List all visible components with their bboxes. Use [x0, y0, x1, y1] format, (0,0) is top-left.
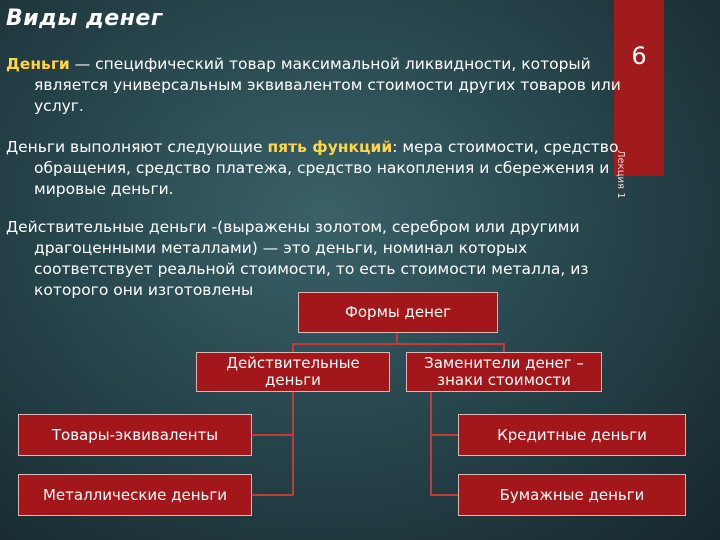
paper-money-box: Бумажные деньги [458, 474, 686, 516]
functions-line-1-start: Деньги выполняют следующие [6, 138, 268, 156]
slide-title: Виды денег [6, 6, 163, 31]
right-trunk [430, 392, 432, 495]
commodity-equivalents-box: Товары-эквиваленты [18, 414, 252, 456]
five-functions-highlight: пять функций [267, 138, 393, 156]
definition-line-2: является универсальным эквивалентом стоимости других товаров или [34, 76, 621, 94]
money-definition-paragraph [6, 54, 686, 117]
functions-line-1-rest: : мера стоимости, средство [392, 138, 619, 156]
real-money-line-4: которого они изготовлены [34, 281, 254, 299]
metal-money-box: Металлические деньги [18, 474, 252, 516]
branch-connector-horizontal [292, 343, 504, 345]
real-money-branch-box: Действительные деньги [196, 352, 390, 392]
money-functions-paragraph [6, 137, 686, 200]
real-money-paragraph [6, 217, 686, 301]
real-money-line-2: драгоценными металлами) — это деньги, номинал которых [34, 239, 528, 257]
credit-money-box: Кредитные деньги [458, 414, 686, 456]
definition-line-1: — специфический товар максимальной ликвидности, который [69, 55, 591, 73]
left-trunk [292, 392, 294, 495]
slide-number: 6 [631, 42, 647, 70]
real-money-line-3: соответствует реальной стоимости, то есть стоимости металла, из [34, 260, 589, 278]
right-child-1-connector [430, 434, 458, 436]
functions-line-2: обращения, средство платежа, средство накопления и сбережения и [34, 159, 610, 177]
definition-line-3: услуг. [34, 97, 84, 115]
money-substitutes-branch-box: Заменители денег – знаки стоимости [406, 352, 602, 392]
right-child-2-connector [430, 494, 458, 496]
money-term: Деньги [6, 55, 70, 73]
functions-line-3: мировые деньги. [34, 180, 174, 198]
real-money-line-1: Действительные деньги -(выражены золотом, серебром или другими [6, 218, 580, 236]
left-child-1-connector [250, 434, 293, 436]
money-forms-root-box: Формы денег [298, 292, 498, 333]
lecture-label: Лекция 1 [615, 150, 626, 199]
left-child-2-connector [250, 494, 293, 496]
